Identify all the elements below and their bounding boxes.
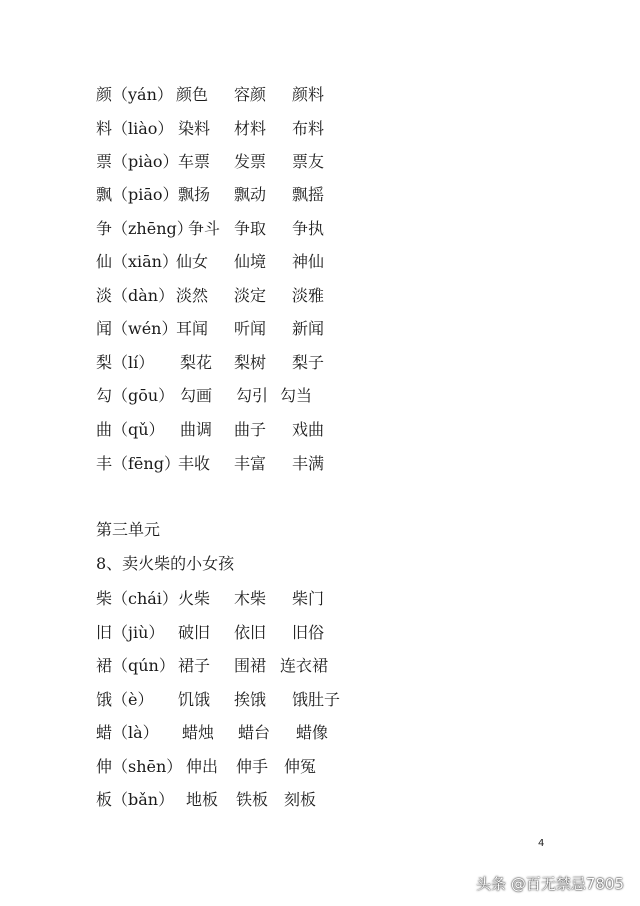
word-3: 争执 — [292, 219, 325, 238]
word-2: 木柴 — [234, 589, 267, 608]
word-1: 染料 — [178, 119, 211, 138]
word-1: 火柴 — [178, 589, 211, 608]
word-2: 丰富 — [234, 454, 267, 473]
word-2: 梨树 — [234, 353, 267, 372]
character-pinyin: 饿（è） — [96, 690, 154, 709]
word-3: 新闻 — [292, 319, 325, 338]
word-1: 车票 — [178, 152, 211, 171]
page-number: 4 — [538, 838, 545, 849]
word-1: 曲调 — [180, 420, 213, 439]
word-3: 飘摇 — [292, 185, 325, 204]
word-2: 铁板 — [236, 790, 269, 809]
word-1: 飘扬 — [178, 185, 211, 204]
character-pinyin: 勾（gōu） — [96, 386, 175, 405]
word-3: 颜料 — [292, 85, 325, 104]
word-3: 柴门 — [292, 589, 325, 608]
character-pinyin: 梨（lí） — [96, 353, 155, 372]
word-1: 破旧 — [178, 623, 211, 642]
word-2: 挨饿 — [234, 690, 267, 709]
character-pinyin: 蜡（là） — [96, 723, 159, 742]
word-1: 丰收 — [178, 454, 211, 473]
word-3: 神仙 — [292, 252, 325, 271]
word-1: 蜡烛 — [182, 723, 215, 742]
character-pinyin: 飘（piāo） — [96, 185, 179, 204]
word-2: 争取 — [234, 219, 267, 238]
word-1: 饥饿 — [178, 690, 211, 709]
word-2: 曲子 — [234, 420, 267, 439]
character-pinyin: 板（bǎn） — [96, 790, 175, 809]
word-1: 伸出 — [186, 757, 219, 776]
word-3: 旧俗 — [292, 623, 325, 642]
character-pinyin: 丰（fēng） — [96, 454, 180, 473]
word-2: 勾引 — [236, 386, 269, 405]
word-3: 票友 — [292, 152, 325, 171]
word-2: 材料 — [234, 119, 267, 138]
word-3: 淡雅 — [292, 286, 325, 305]
character-pinyin: 仙（xiān） — [96, 252, 178, 271]
word-1: 勾画 — [180, 386, 213, 405]
word-2: 围裙 — [234, 656, 267, 675]
character-pinyin: 裙（qún） — [96, 656, 175, 675]
word-2: 蜡台 — [238, 723, 271, 742]
word-3: 戏曲 — [292, 420, 325, 439]
character-pinyin: 颜（yán） — [96, 85, 173, 104]
word-1: 耳闻 — [176, 319, 209, 338]
word-2: 容颜 — [234, 85, 267, 104]
character-pinyin: 柴（chái） — [96, 589, 178, 608]
word-3: 梨子 — [292, 353, 325, 372]
character-pinyin: 闻（wén） — [96, 319, 178, 338]
word-2: 伸手 — [236, 757, 269, 776]
word-1: 争斗 — [188, 219, 221, 238]
character-pinyin: 曲（qǔ） — [96, 420, 165, 439]
word-1: 地板 — [186, 790, 219, 809]
character-pinyin: 伸（shēn） — [96, 757, 183, 776]
word-1: 裙子 — [178, 656, 211, 675]
watermark: 头条 @百无禁忌7805 — [476, 875, 624, 893]
word-3: 伸冤 — [284, 757, 317, 776]
word-1: 淡然 — [176, 286, 209, 305]
word-2: 听闻 — [234, 319, 267, 338]
character-pinyin: 旧（jiù） — [96, 623, 165, 642]
word-3: 连衣裙 — [280, 656, 329, 675]
word-3: 丰满 — [292, 454, 325, 473]
word-1: 梨花 — [180, 353, 213, 372]
word-2: 淡定 — [234, 286, 267, 305]
word-3: 蜡像 — [296, 723, 329, 742]
character-pinyin: 淡（dàn） — [96, 286, 175, 305]
character-pinyin: 票（piào） — [96, 152, 179, 171]
word-1: 颜色 — [176, 85, 209, 104]
word-2: 依旧 — [234, 623, 267, 642]
word-2: 仙境 — [234, 252, 267, 271]
character-pinyin: 争（zhēng） — [96, 219, 193, 238]
word-3: 饿肚子 — [292, 690, 341, 709]
word-2: 飘动 — [234, 185, 267, 204]
word-3: 勾当 — [280, 386, 313, 405]
word-1: 仙女 — [176, 252, 209, 271]
unit-heading: 第三单元 — [96, 520, 161, 539]
word-3: 布料 — [292, 119, 325, 138]
lesson-heading: 8、卖火柴的小女孩 — [96, 554, 235, 573]
word-3: 刻板 — [284, 790, 317, 809]
word-2: 发票 — [234, 152, 267, 171]
character-pinyin: 料（liào） — [96, 119, 174, 138]
